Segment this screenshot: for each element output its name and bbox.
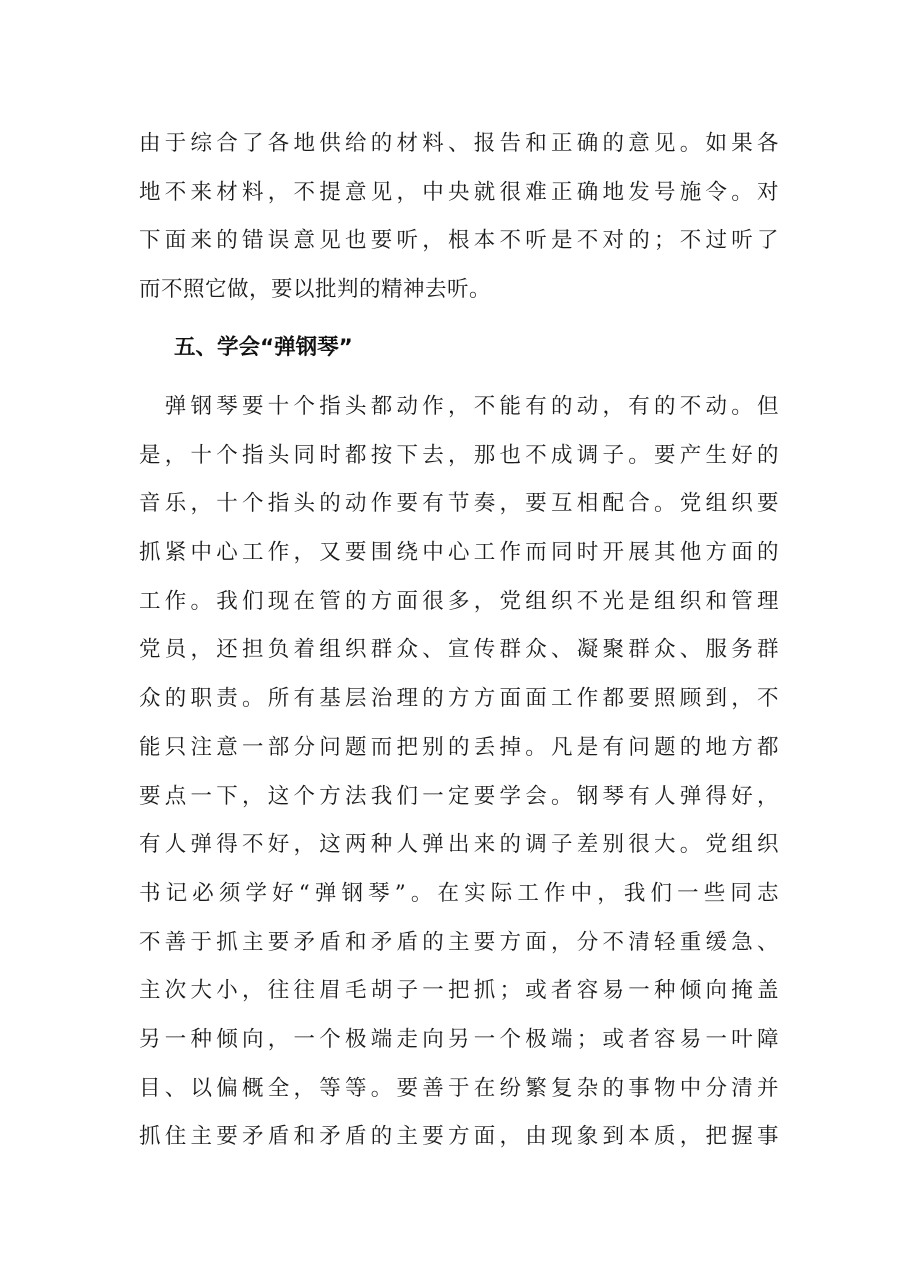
text-line: 地不来材料，不提意见，中央就很难正确地发号施令。对 [139,179,779,205]
text-line: 是，十个指头同时都按下去，那也不成调子。要产生好的 [139,442,779,468]
text-line: 主次大小，往往眉毛胡子一把抓；或者容易一种倾向掩盖 [139,978,779,1004]
text-line: 众的职责。所有基层治理的方方面面工作都要照顾到，不 [139,686,779,712]
text-line: 由于综合了各地供给的材料、报告和正确的意见。如果各 [139,131,779,156]
paragraph-1 [139,120,779,315]
text-line: 而不照它做，要以批判的精神去听。 [139,277,492,303]
text-line: 抓紧中心工作，又要围绕中心工作而同时开展其他方面的 [139,540,779,566]
text-line: 能只注意一部分问题而把别的丢掉。凡是有问题的地方都 [139,734,779,760]
paragraph-2 [139,383,779,1162]
text-line: 抓住主要矛盾和矛盾的主要方面，由现象到本质，把握事 [139,1124,779,1150]
text-line: 书记必须学好“弹钢琴”。在实际工作中，我们一些同志 [139,880,779,906]
text-line: 另一种倾向，一个极端走向另一个极端；或者容易一叶障 [139,1026,779,1052]
text-line: 音乐，十个指头的动作要有节奏，要互相配合。党组织要 [139,491,779,517]
text-line: 下面来的错误意见也要听，根本不听是不对的；不过听了 [139,228,779,254]
text-line: 党员，还担负着组织群众、宣传群众、凝聚群众、服务群 [139,637,779,663]
text-line: 有人弹得不好，这两种人弹出来的调子差别很大。党组织 [139,832,779,858]
text-line: 工作。我们现在管的方面很多，党组织不光是组织和管理 [139,588,779,614]
text-line: 要点一下，这个方法我们一定要学会。钢琴有人弹得好， [139,783,779,809]
text-line: 目、以偏概全，等等。要善于在纷繁复杂的事物中分清并 [139,1075,779,1101]
text-line: 弹钢琴要十个指头都动作，不能有的动，有的不动。但 [139,394,779,419]
text-line: 不善于抓主要矛盾和矛盾的主要方面，分不清轻重缓急、 [139,929,779,955]
section-heading: 五、学会“弹钢琴” [174,335,353,360]
